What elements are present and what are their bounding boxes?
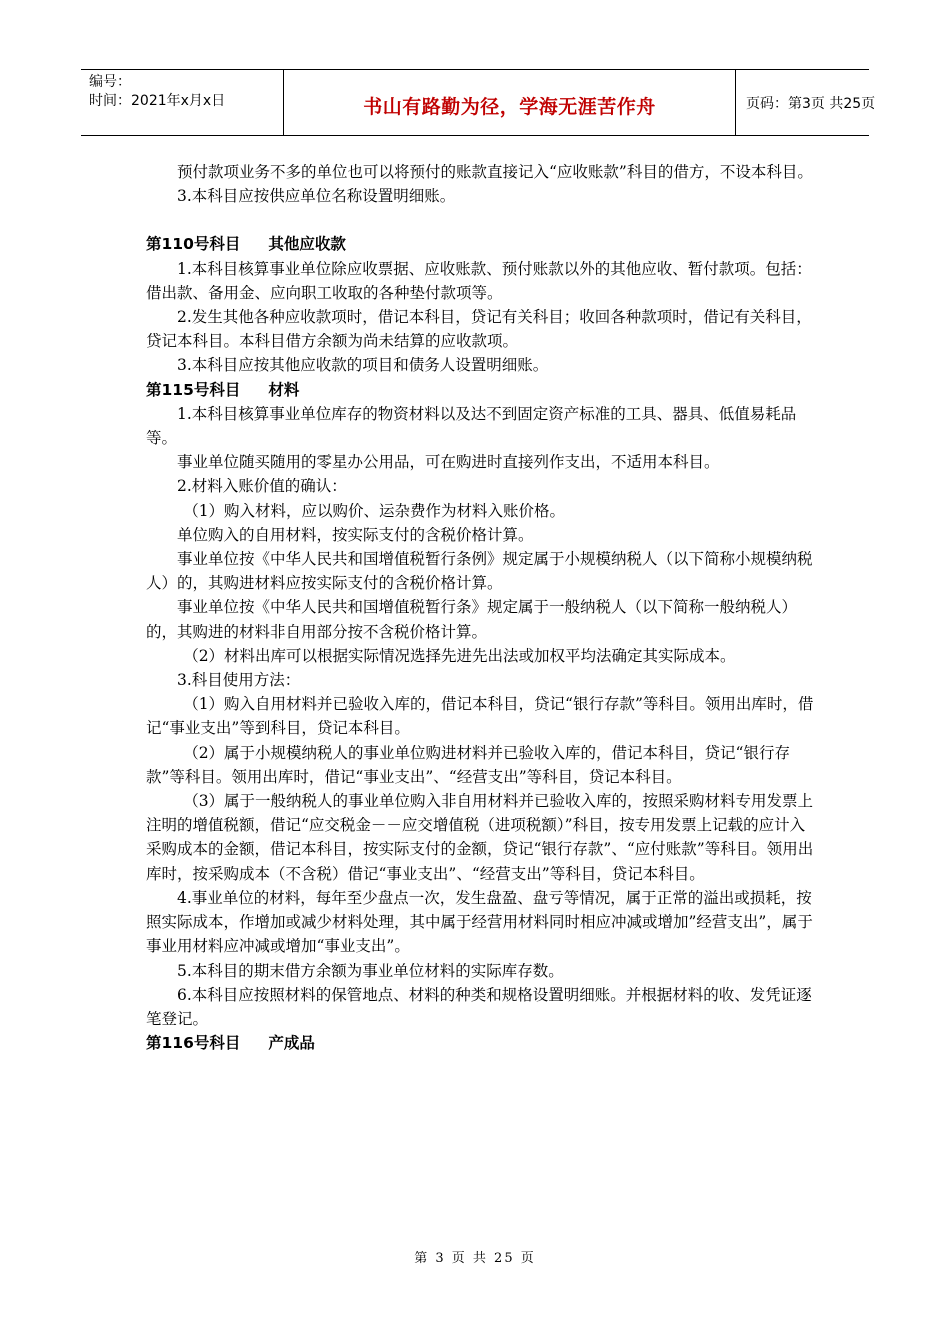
paragraph: 3.本科目应按供应单位名称设置明细账。	[177, 187, 456, 206]
section-name: 其他应收款	[268, 235, 346, 254]
header-page-number: 页码：第3页 共25页	[746, 96, 876, 112]
section-spacer	[146, 208, 818, 232]
section-code: 第116号科目	[146, 1034, 241, 1053]
paragraph: 单位购入的自用材料，按实际支付的含税价格计算。	[177, 525, 534, 544]
document-number-label: 编号：	[89, 74, 131, 90]
paragraph: （2）属于小规模纳税人的事业单位购进材料并已验收入库的，借记本科目，贷记“银行存款”等科目。领用出库时，借记“事业支出”、“经营支出”等科目，贷记本科目。	[146, 743, 790, 786]
section-code: 第110号科目	[146, 235, 241, 254]
document-date-label: 时间：2021年x月x日	[89, 93, 226, 109]
section-name: 材料	[268, 380, 300, 399]
paragraph: 事业单位按《中华人民共和国增值税暂行条》规定属于一般纳税人（以下简称一般纳税人）的，其购进的材料非自用部分按不含税价格计算。	[146, 598, 798, 641]
paragraph: 4.事业单位的材料，每年至少盘点一次，发生盘盈、盘亏等情况，属于正常的溢出或损耗，按照实际成本，作增加或减少材料处理，其中属于经营用材料同时相应冲减或增加”经营支出”，属于事业用材料应冲减或增加“事业支出”。	[146, 888, 813, 956]
paragraph: 6.本科目应按照材料的保管地点、材料的种类和规格设置明细账。并根据材料的收、发凭证逐笔登记。	[146, 985, 812, 1028]
header-meta-cell	[81, 70, 284, 135]
paragraph: 2.发生其他各种应收款项时，借记本科目，贷记有关科目；收回各种款项时，借记有关科目，贷记本科目。本科目借方余额为尚未结算的应收款项。	[146, 308, 812, 351]
page-header	[81, 69, 876, 136]
paragraph: （3）属于一般纳税人的事业单位购入非自用材料并已验收入库的，按照采购材料专用发票上注明的增值税额，借记“应交税金－－应交增值税（进项税额）”科目，按专用发票上记载的应计入采购成本的金额，借记本科目，按实际支付的金额，贷记“银行存款”、“应付账款”等科目。领用出库时，按采购成本（不含税）借记“事业支出”、“经营支出”等科目，贷记本科目。	[146, 792, 814, 883]
paragraph: 1.本科目核算事业单位库存的物资材料以及达不到固定资产标准的工具、器具、低值易耗品等。	[146, 404, 797, 448]
section-heading-115	[146, 378, 818, 402]
section-heading-110	[146, 232, 818, 256]
paragraph: 3.科目使用方法：	[177, 671, 301, 690]
paragraph: 1.本科目核算事业单位除应收票据、应收账款、预付账款以外的其他应收、暂付款项。包括：借出款、备用金、应向职工收取的各种垫付款项等。	[146, 259, 812, 302]
section-code: 第115号科目	[146, 380, 241, 399]
paragraph: 事业单位随买随用的零星办公用品，可在购进时直接列作支出，不适用本科目。	[177, 453, 720, 472]
paragraph: 3.本科目应按其他应收款的项目和债务人设置明细账。	[177, 356, 549, 375]
paragraph: 2.材料入账价值的确认：	[177, 477, 347, 496]
section-name: 产成品	[268, 1034, 315, 1053]
document-body	[146, 160, 818, 1055]
paragraph: 事业单位按《中华人民共和国增值税暂行条例》规定属于小规模纳税人（以下简称小规模纳税人）的，其购进材料应按实际支付的含税价格计算。	[146, 550, 813, 593]
header-motto: 书山有路勤为径，学海无涯苦作舟	[363, 96, 656, 118]
header-motto-cell	[284, 70, 736, 135]
paragraph: 5.本科目的期末借方余额为事业单位材料的实际库存数。	[177, 961, 564, 980]
page-footer: 第 3 页 共 25 页	[414, 1251, 536, 1266]
paragraph: （1）购入材料，应以购价、运杂费作为材料入账价格。	[183, 501, 566, 520]
section-heading-116	[146, 1031, 818, 1055]
paragraph: （2）材料出库可以根据实际情况选择先进先出法或加权平均法确定其实际成本。	[183, 646, 736, 665]
header-page-cell	[736, 70, 876, 135]
paragraph: （1）购入自用材料并已验收入库的，借记本科目，贷记“银行存款”等科目。领用出库时，借记“事业支出”等到科目，贷记本科目。	[146, 695, 814, 738]
paragraph: 预付款项业务不多的单位也可以将预付的账款直接记入“应收账款”科目的借方，不设本科目。	[177, 163, 813, 181]
